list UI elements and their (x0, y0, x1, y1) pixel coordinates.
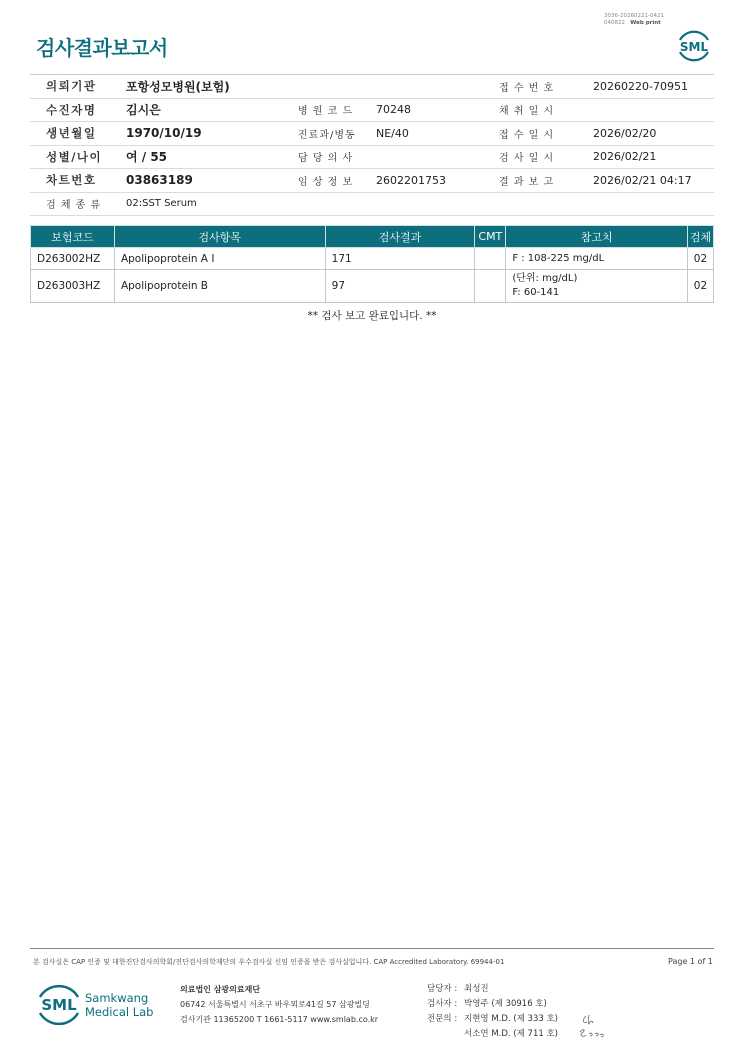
info-label: 수진자명 (46, 102, 97, 117)
info-label: 진료과/병동 (298, 129, 356, 141)
test-result: 171 (325, 248, 475, 270)
patient-info-grid (30, 74, 714, 216)
info-row (30, 99, 714, 123)
document-code-line1: 3036-20260221-0421 (604, 13, 664, 19)
staff-role (427, 1027, 464, 1042)
reference-line: F : 108-225 mg/dL (512, 252, 605, 264)
column-header: 검사결과 (325, 226, 475, 248)
staff-name: 서소연 M.D. (제 711 호) (464, 1029, 559, 1039)
specimen-code: 02 (687, 270, 713, 303)
info-value: NE/40 (376, 126, 409, 140)
org-address: 06742 서울특별시 서초구 바우뫼로41길 57 삼광빌딩 (180, 1000, 370, 1009)
organization-info (180, 982, 378, 1027)
info-row (30, 122, 714, 146)
column-header: CMT (475, 226, 506, 248)
column-header: 검사항목 (114, 226, 325, 248)
specimen-code: 02 (687, 248, 713, 270)
column-header: 검체 (687, 226, 713, 248)
info-label: 의뢰기관 (46, 79, 97, 94)
reference-line: F: 60-141 (512, 287, 560, 298)
insurance-code: D263002HZ (31, 248, 115, 270)
logo-sub-text: Samkwang (85, 991, 149, 1005)
info-row (30, 169, 714, 193)
staff-name: 박영주 (제 30916 호) (464, 999, 547, 1009)
info-label: 임 상 정 보 (298, 176, 354, 188)
info-row (30, 146, 714, 170)
staff-name: 지현영 M.D. (제 333 호) (464, 1014, 559, 1024)
test-result: 97 (325, 270, 475, 303)
staff-row (427, 982, 558, 997)
info-label: 접 수 일 시 (499, 129, 555, 141)
info-value: 70248 (376, 103, 411, 117)
logo-main-text: SML (41, 996, 77, 1014)
specimen-value: 02:SST Serum (126, 198, 197, 210)
document-code-number: 040822 (604, 19, 625, 26)
results-table (30, 225, 714, 303)
document-code (604, 13, 664, 27)
staff-role: 검사자 : (427, 999, 458, 1009)
web-print-tag: Web print (630, 19, 661, 26)
specimen-row (30, 193, 714, 217)
test-item: Apolipoprotein A I (114, 248, 325, 270)
staff-role: 전문의 : (427, 1014, 458, 1024)
logo-sub-text: Medical Lab (85, 1005, 154, 1019)
staff-role: 담당자 : (427, 984, 458, 994)
column-header: 보험코드 (31, 226, 115, 248)
test-item: Apolipoprotein B (114, 270, 325, 303)
sml-logo-icon (674, 26, 714, 64)
info-value: 1970/10/19 (126, 126, 202, 141)
info-row (30, 75, 714, 99)
info-value: 포항성모병원(보험) (126, 79, 230, 94)
reference-range (506, 270, 688, 303)
signature-icon (576, 1010, 608, 1040)
info-label: 병 원 코 드 (298, 106, 354, 118)
info-value: 김시은 (126, 103, 161, 118)
accreditation-note: 본 검사실은 CAP 인증 및 대한진단검사의학회/진단검사의학재단의 우수검사실 신임 인증을 받은 검사실입니다. CAP Accredited Laboratory. 69944-01 (33, 958, 505, 966)
staff-row (427, 1012, 558, 1027)
table-row (31, 248, 714, 270)
staff-info (427, 982, 558, 1042)
info-label: 생년월일 (46, 126, 97, 141)
info-value: 2026/02/20 (593, 126, 657, 140)
table-header-row (31, 226, 714, 248)
info-label: 채 취 일 시 (499, 106, 555, 118)
info-value: 2026/02/21 04:17 (593, 173, 692, 187)
cmt-cell (475, 248, 506, 270)
table-row (31, 270, 714, 303)
page-title: 검사결과보고서 (36, 36, 168, 60)
reference-range (506, 248, 688, 270)
info-value: 2602201753 (376, 173, 446, 187)
staff-row (427, 1027, 558, 1042)
staff-name: 최성진 (464, 984, 489, 994)
reference-line: (단위: mg/dL) (512, 273, 578, 284)
info-label: 차트번호 (46, 173, 97, 188)
org-contact: 검사기관 11365200 T 1661-5117 www.smlab.co.kr (180, 1015, 379, 1024)
report-complete-text: ** 검사 보고 완료입니다. ** (307, 310, 437, 322)
info-value: 20260220-70951 (593, 79, 688, 93)
footer-divider (30, 948, 714, 949)
info-value: 2026/02/21 (593, 150, 657, 164)
info-label: 접 수 번 호 (499, 82, 555, 94)
info-label: 검 사 일 시 (499, 153, 555, 165)
info-label: 담 당 의 사 (298, 153, 354, 165)
insurance-code: D263003HZ (31, 270, 115, 303)
org-name: 의료법인 삼광의료재단 (180, 985, 261, 994)
info-label: 결 과 보 고 (499, 176, 555, 188)
logo-text: SML (679, 40, 709, 54)
specimen-label: 검 체 종 류 (46, 200, 102, 212)
info-value: 03863189 (126, 173, 193, 188)
column-header: 참고치 (506, 226, 688, 248)
info-label: 성별/나이 (46, 149, 103, 164)
cmt-cell (475, 270, 506, 303)
page-number: Page 1 of 1 (668, 957, 713, 966)
samkwang-logo-icon (36, 980, 166, 1028)
info-value: 여 / 55 (126, 150, 168, 165)
staff-row (427, 997, 558, 1012)
